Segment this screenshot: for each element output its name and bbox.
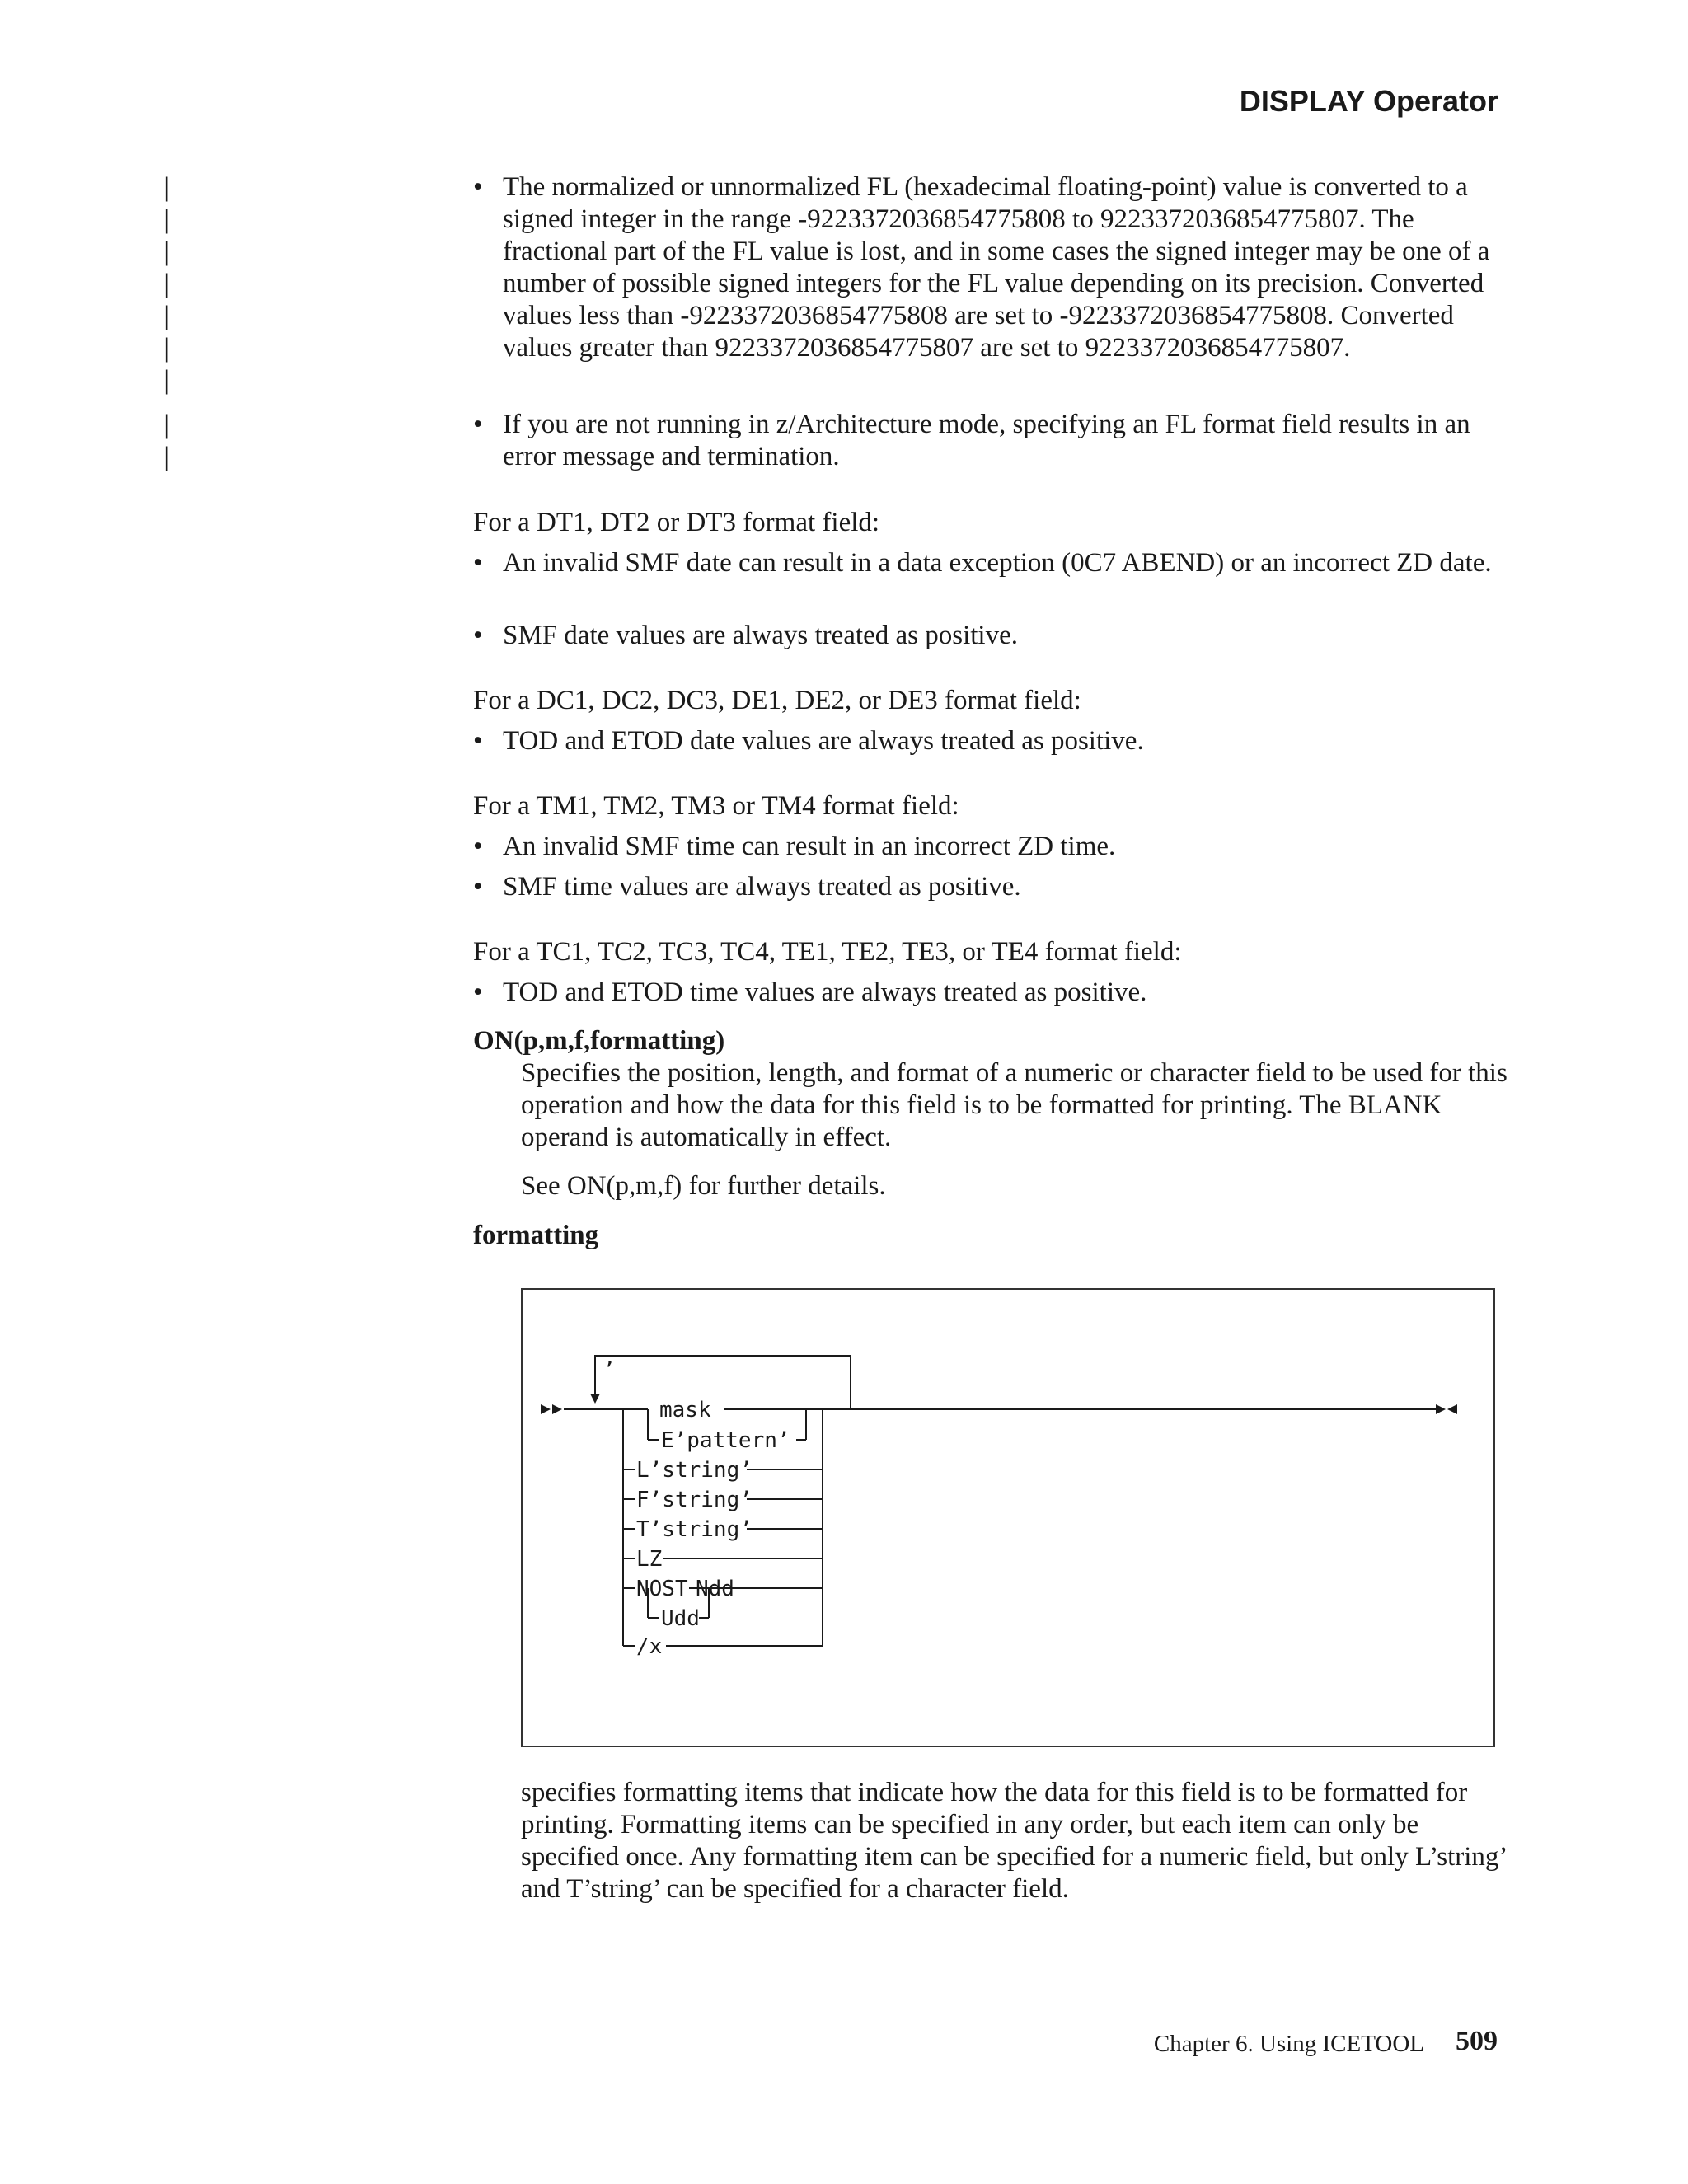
list-item-text: The normalized or unnormalized FL (hexadecimal floating-point) value is converted to a signed integer in the range -9223372036854775808 to 9223372036854775807. The fractional part of the FL value is lost, and in some cases the signed integer may be one of a number of possible signed integers for the FL value depending on its precision. Converted values less than -9223372036854775808 are set to -9223372036854775808. Converted values greater than 9223372036854775807 are set to 9223372036854775807. <box>503 172 1490 363</box>
revision-bar: | <box>163 204 171 234</box>
bullet-icon: • <box>473 872 483 902</box>
term-title: ON(p,m,f,formatting) <box>473 1026 725 1056</box>
list-item-text: TOD and ETOD time values are always treated as positive. <box>503 977 1147 1007</box>
syntax-item-lstring: L’string’ <box>636 1458 753 1483</box>
section-intro: For a TC1, TC2, TC3, TC4, TE1, TE2, TE3, or TE4 format field: <box>473 937 1182 967</box>
list-item-text: An invalid SMF date can result in a data exception (0C7 ABEND) or an incorrect ZD date. <box>503 548 1492 578</box>
list-item <box>473 620 1520 652</box>
bullet-icon: • <box>473 172 483 202</box>
list-item <box>473 725 1520 757</box>
term-description: specifies formatting items that indicate how the data for this field is to be formatted for printing. Formatting items can be specified in any order, but each item can only be specified once. Any formatting item can be specified for a numeric field, but only L’string’ and T’string’ can be specified for a character field. <box>521 1778 1506 1904</box>
list-item <box>473 871 1520 903</box>
list-item <box>473 977 1520 1009</box>
syntax-item-lz: LZ <box>636 1547 663 1572</box>
list-item-text: SMF date values are always treated as positive. <box>503 621 1018 650</box>
revision-bar: | <box>163 410 171 439</box>
section-intro: For a DC1, DC2, DC3, DE1, DE2, or DE3 format field: <box>473 686 1081 715</box>
syntax-item-tstring: T’string’ <box>636 1517 753 1542</box>
list-item <box>473 831 1520 863</box>
bullet-icon: • <box>473 410 483 439</box>
syntax-item-ndd: Ndd <box>696 1577 734 1601</box>
syntax-item-udd: Udd <box>661 1606 700 1631</box>
bullet-icon: • <box>473 977 483 1007</box>
section-intro: For a DT1, DT2 or DT3 format field: <box>473 508 880 537</box>
separator-label: , <box>603 1345 617 1370</box>
revision-bar: | <box>163 301 171 330</box>
section-intro: For a TM1, TM2, TM3 or TM4 format field: <box>473 791 959 821</box>
bullet-icon: • <box>473 548 483 578</box>
bullet-icon: • <box>473 832 483 861</box>
revision-bar: | <box>163 172 171 202</box>
page-number: 509 <box>1456 2026 1498 2056</box>
bullet-icon: • <box>473 621 483 650</box>
revision-bar-group <box>163 171 171 396</box>
revision-bar-group <box>163 409 171 473</box>
syntax-item-x: /x <box>636 1634 663 1659</box>
bullet-icon: • <box>473 726 483 756</box>
list-item-text: SMF time values are always treated as positive. <box>503 872 1021 902</box>
list-item-text: If you are not running in z/Architecture mode, specifying an FL format field results in an error message and termination. <box>503 410 1470 471</box>
revision-bar: | <box>163 269 171 298</box>
revision-bar: | <box>163 333 171 363</box>
revision-bar: | <box>163 237 171 266</box>
syntax-item-epattern: E’pattern’ <box>661 1428 790 1453</box>
list-item <box>473 409 1520 473</box>
syntax-item-nost: NOST <box>636 1577 688 1601</box>
list-item-text: An invalid SMF time can result in an incorrect ZD time. <box>503 832 1116 861</box>
revision-bar: | <box>163 365 171 395</box>
footer-chapter: Chapter 6. Using ICETOOL <box>1153 2031 1424 2057</box>
revision-bar: | <box>163 442 171 471</box>
list-item <box>473 171 1520 364</box>
syntax-item-fstring: F’string’ <box>636 1488 753 1512</box>
syntax-diagram <box>521 1288 1495 1747</box>
term-description: Specifies the position, length, and format of a numeric or character field to be used for this operation and how the data for this field is to be formatted for printing. The BLANK operand is automatically in effect. <box>521 1058 1507 1152</box>
list-item <box>473 547 1520 579</box>
running-header: DISPLAY Operator <box>1239 84 1498 118</box>
syntax-diagram-svg <box>523 1290 1493 1746</box>
list-item-text: TOD and ETOD date values are always treated as positive. <box>503 726 1144 756</box>
syntax-item-mask: mask <box>659 1398 711 1422</box>
term-title: formatting <box>473 1221 599 1250</box>
cross-reference: See ON(p,m,f) for further details. <box>521 1171 886 1201</box>
